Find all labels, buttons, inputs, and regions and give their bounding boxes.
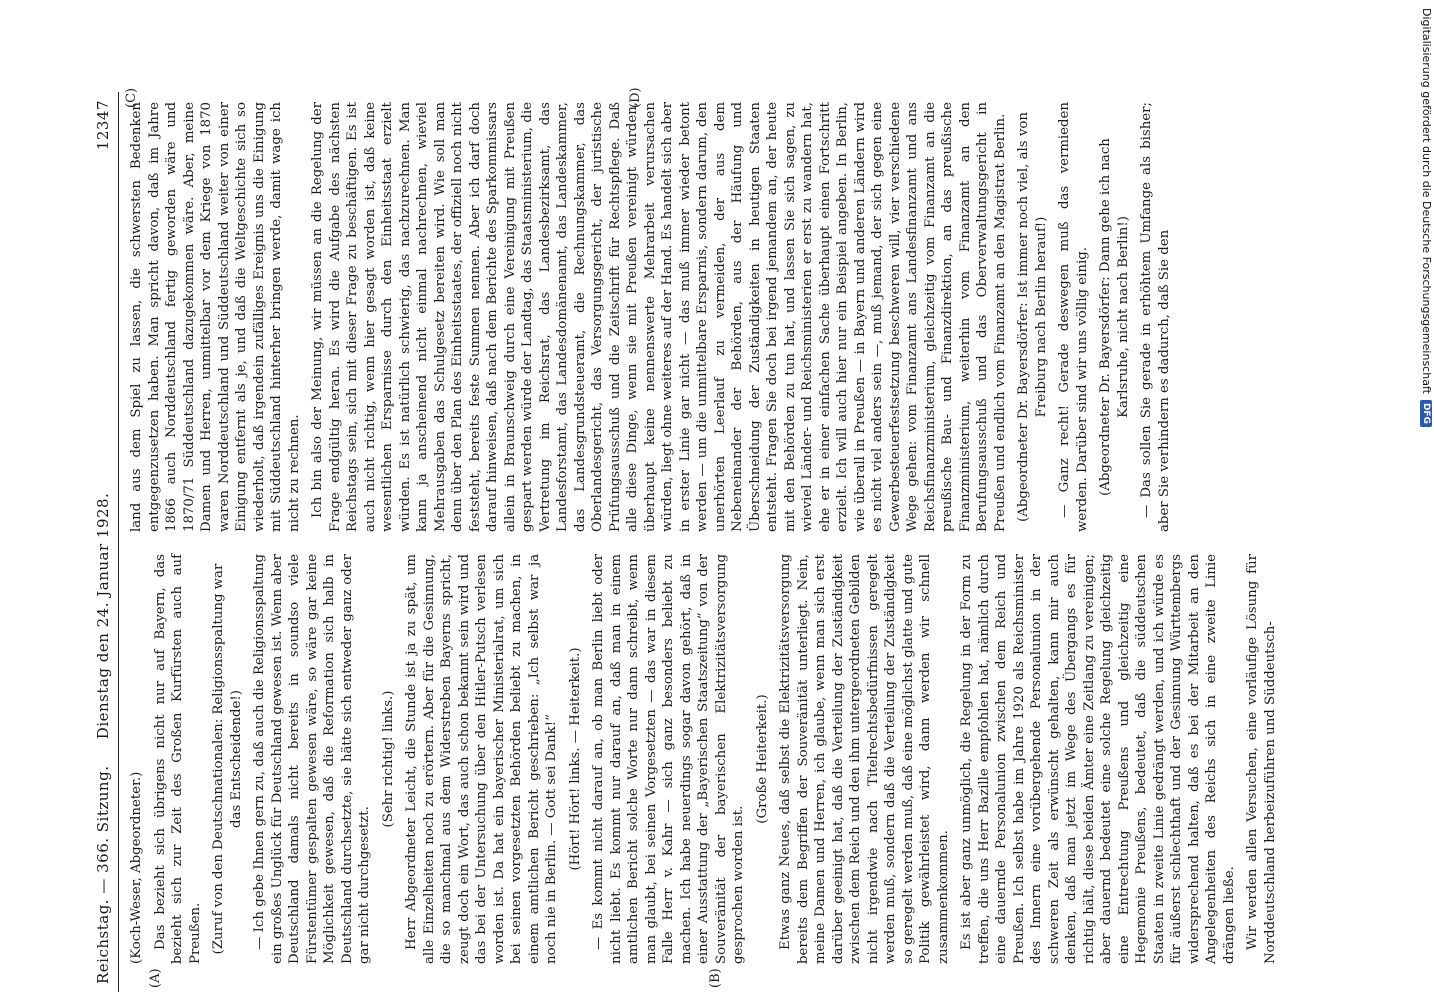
paragraph: — Ich gebe Ihnen gern zu, daß auch die Religionsspaltung ein großes Unglück für Deutschland gewesen ist. Wenn aber Deutschland damals nicht bereits in soundso viele Fürstentümer gespalten gewesen wäre, so wäre gar keine Möglichkeit gewesen, daß die Reformation sich halb in Deutschland durchsetzte, sie hätte sich entweder ganz oder gar nicht durchgesetzt. <box>252 554 372 964</box>
margin-letter-c: (C) <box>124 87 139 108</box>
margin-letter-b: (B) <box>708 968 723 988</box>
page-header <box>88 92 119 992</box>
speaker-line: (Koch-Weser, Abgeordneter.) <box>129 771 144 964</box>
paragraph: Etwas ganz Neues, daß selbst die Elektrizitätsversorgung bereits dem Begriffen der Souveränität unterliegt. Nein, meine Damen und Herren, ich glaube, wenn man sich erst darüber geeinigt hat, daß die Verteilung der Zuständigkeit zwischen dem Reich und den ihm untergeordneten Gebilden nicht irgendwie nach Titelrechtsbedürfnissen geregelt werden muß, sondern daß die Verteilung der Zuständigkeit so geregelt werden muß, daß eine möglichst glatte und gute Politik gewährleistet wird, dann werden wir schnell zusammenkommen. <box>778 554 951 964</box>
paragraph: — Ganz recht! Gerade deswegen muß das vermieden werden. Darüber sind wir uns völlig einig. <box>1057 102 1090 532</box>
paragraph: Wir werden allen Versuchen, eine vorläufige Lösung für Norddeutschland herbeizuführen und Süddeutsch- <box>1245 554 1278 964</box>
sidebar-credit <box>1418 8 1434 992</box>
header-session <box>94 493 112 984</box>
interjection: (Abgeordneter Dr. Bayersdörfer: Dann gehe ich nach Karlsruhe, nicht nach Berlin!) <box>1098 138 1131 496</box>
paragraph: — Das sollen Sie gerade in erhöhtem Umfange als bisher; aber Sie verhindern es dadurch, daß Sie den <box>1139 102 1172 532</box>
dfg-logo: DFG <box>1421 400 1433 427</box>
page-number: 12347 <box>94 100 112 151</box>
scanned-page <box>88 87 1278 992</box>
paragraph: — Es kommt nicht darauf an, ob man Berlin liebt oder nicht liebt. Es kommt nur darauf an, daß man in einem amtlichen Bericht solche Worte nur dann schreibt, wenn man glaubt, bei seinen Vorgesetzten — das war in diesem Falle Herr v. Kahr — sich ganz besonders beliebt zu machen. Ich habe neuerdings sogar davon gehört, daß in einer Ausstattung der „Bayerischen Staatszeitung“ von der Souveränität der bayerischen Elektrizitätsversorgung gesprochen worden ist. <box>591 554 746 964</box>
paragraph: Das bezieht sich übrigens nicht nur auf Bayern, das bezieht sich zur Zeit des Großen Kurfürsten auch auf Preußen. <box>152 554 203 964</box>
margin-letter-a: (A) <box>148 968 163 988</box>
sidebar-credit-text-wrap <box>1420 8 1433 427</box>
paragraph: Herr Abgeordneter Leicht, die Stunde ist ja zu spät, um alle Einzelheiten noch zu erörtern. Aber für die Gesinnung, die so manchmal aus dem Widerstreben Bayerns spricht, zeugt doch ein Wort, das auch schon bekannt sein wird und das bei der Untersuchung über den Hitler-Putsch verlesen worden ist. Da hat ein bayerischer Ministerialrat, um sich bei seinen vorgesetzten Behörden beliebt zu machen, in einem amtlichen Bericht geschrieben: „Ich selbst war ja noch nie in Berlin. — Gott sei Dank!“ <box>404 554 559 964</box>
interjection: (Sehr richtig! links.) <box>380 690 396 828</box>
interjection: (Große Heiterkeit.) <box>754 694 770 824</box>
header-left: Reichstag. — 366. Sitzung. <box>94 765 112 984</box>
header-date: Dienstag den 24. Januar 1928. <box>94 492 112 740</box>
left-column <box>128 554 1278 964</box>
sidebar-credit-text: Digitalisierung gefördert durch die Deutsche Forschungsgemeinschaft <box>1420 8 1433 394</box>
interjection: (Hört! Hört! links. — Heiterkeit.) <box>567 647 583 871</box>
margin-letter-d: (D) <box>628 87 643 108</box>
interjection: (Zuruf von den Deutschnationalen: Religionsspaltung war das Entscheidende!) <box>211 563 244 955</box>
interjection: (Abgeordneter Dr. Bayersdörfer: Ist immer noch viel, als von Freiburg nach Berlin herauf!) <box>1016 112 1049 522</box>
speaker-line: land aus dem Spiel zu lassen, die schwersten Bedenken entgegenzusetzen haben. Man spricht davon, daß im Jahre 1866 auch Norddeutschland fertig geworden wäre und 1870/71 Süddeutschland dazugekommen wäre. Aber, meine Damen und Herren, unmittelbar vor dem Kriege von 1870 waren Norddeutschland und Süddeutschland weiter von einer Einigung entfernt als je, und daß die Weltgeschichte sich so wiederholt, daß irgendein zufälliges Ereignis uns die Einigung mit Süddeutschland hinterher bringen werde, damit wage ich nicht zu rechnen. <box>129 102 302 532</box>
paragraph: Es ist aber ganz unmöglich, die Regelung in der Form zu treffen, die uns Herr Bazille empfohlen hat, nämlich durch eine dauernde Personalunion zwischen dem Reich und Preußen. Ich selbst habe im Jahre 1920 als Reichsminister des Innern eine vorübergehende Personalunion in der schweren Zeit als erwünscht gehalten, kann mir auch denken, daß man jetzt im Wege des Übergangs es für richtig hält, diese beiden Ämter eine Zeitlang zu vereinigen; aber dauernd bedeutet eine solche Regelung gleichzeitig eine Entrechtung Preußens und gleichzeitig eine Hegemonie Preußens, bedeutet, daß die süddeutschen Staaten in zweite Linie gedrängt werden, und ich würde es für äußerst schlechthaft und der Gesinnung Württembergs widersprechend halten, daß es bei der Mitarbeit an den Angelegenheiten des Reichs sich in eine zweite Linie drängen ließe. <box>959 554 1237 964</box>
paragraph: Ich bin also der Meinung, wir müssen an die Regelung der Frage endgültig heran. Es wird die Aufgabe des nächsten Reichstags sein, sich mit dieser Frage zu beschäftigen. Es ist auch nicht richtig, wenn hier gesagt worden ist, daß keine wesentlichen Ersparnisse durch den Einheitsstaat erzielt würden. Es ist natürlich schwierig, das nachzurechnen. Man kann ja anscheinend nicht einmal nachrechnen, wieviel Mehrausgaben das Schulgesetz bereiten wird. Wie soll man denn über den Plan des Einheitsstaates, der offiziell noch nicht feststeht, bereits feste Summen nennen. Aber ich darf doch darauf hinweisen, daß nach dem Berichte des Sparkommissars allein in Braunschweig durch eine Vereinigung mit Preußen gespart werden würde der Landtag, das Staatsministerium, die Vertretung im Reichsrat, das Landesbezirksamt, das Landesforstamt, das Landesdomänenamt, das Landeskammer, das Landesgrundsteueramt, die Rechnungskammer, das Oberlandesgericht, das Versorgungsgericht, der juristische Prüfungsausschuß und die Zeitschrift für Rechtspflege. Daß alle diese Dinge, wenn sie mit Preußen vereinigt würden, überhaupt keine nennenswerte Mehrarbeit verursachen würden, liegt ohne weiteres auf der Hand. Es handelt sich aber in erster Linie gar nicht — das muß immer wieder betont werden — um die unmittelbare Ersparnis, sondern darum, den unerhörten Leerlauf zu vermeiden, der aus dem Nebeneinander der Behörden, aus der Häufung und Überschneidung der Zuständigkeiten in heutigen Staaten entsteht. Fragen Sie doch bei irgend jemandem an, der heute mit den Behörden zu tun hat, und lassen Sie sich sagen, zu wieviel Länder- und Reichsministerien er erst zu wandern hat, ehe er in einer einfachen Sache überhaupt einen Fortschritt erzielt. Ich will auch hier nur ein Beispiel angeben. In Berlin, wie überall in Preußen — in Bayern und anderen Ländern wird es nicht viel anders sein —, muß jemand, der sich gegen eine Gewerbesteuerfestsetzung beschweren will, vier verschiedene Wege gehen: vom Finanzamt ans Landesfinanzamt und ans Reichsfinanzministerium, gleichzeitig vom Finanzamt an die preußische Bau- und Finanzdirektion, an das preußische Finanzministerium, weiterhin vom Finanzamt an den Berufungsausschuß und das Oberverwaltungsgericht in Preußen und endlich vom Finanzamt an den Magistrat Berlin. <box>310 102 1008 532</box>
rotated-sheet <box>88 87 1278 992</box>
right-column <box>128 102 1172 532</box>
